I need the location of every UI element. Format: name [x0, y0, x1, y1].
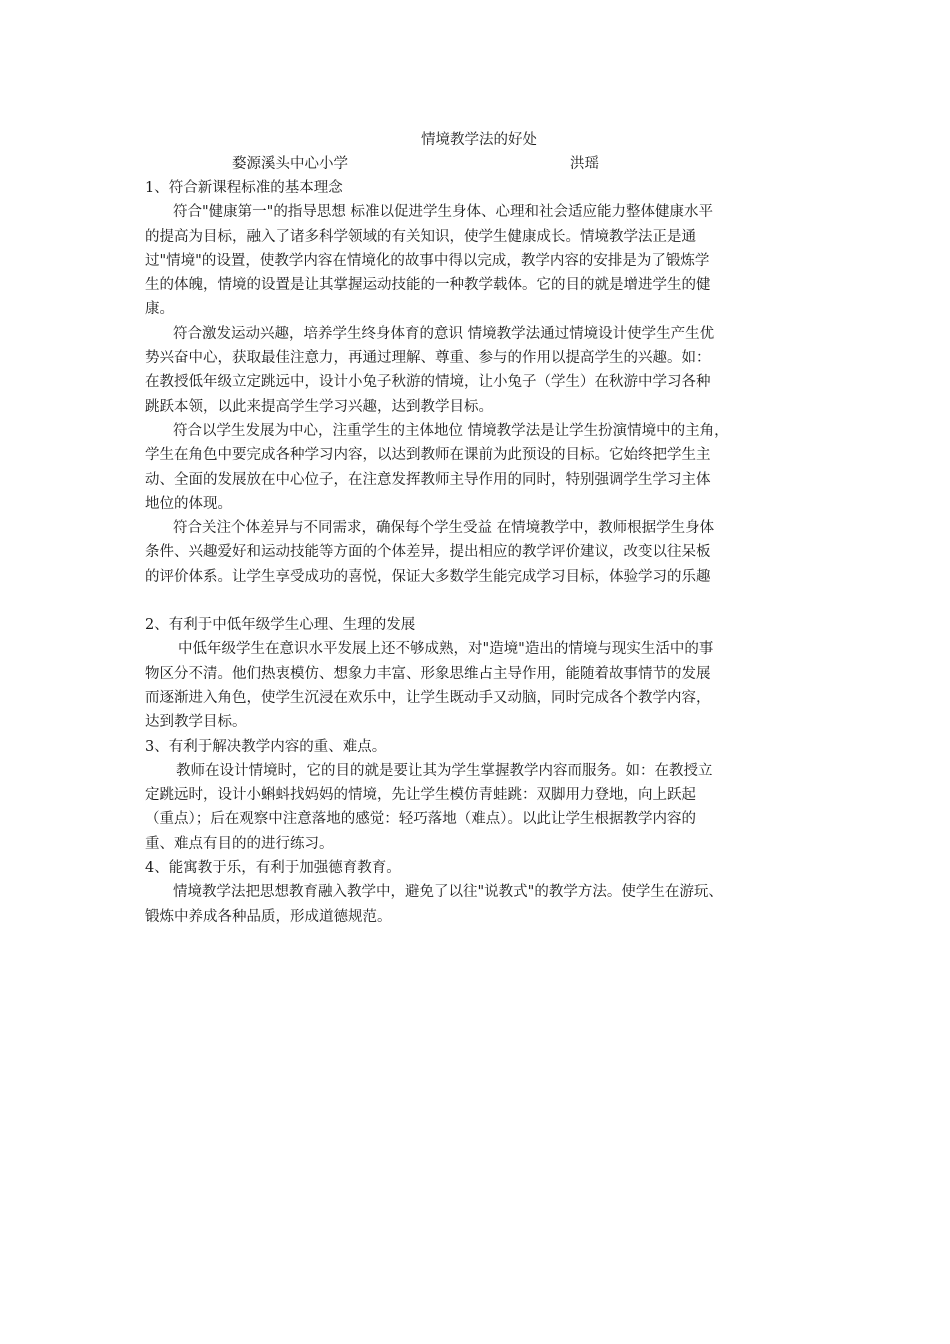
blank-line [145, 589, 813, 613]
text-line: 学生在角色中要完成各种学习内容，以达到教师在课前为此预设的目标。它始终把学生主 [145, 447, 711, 464]
text-line: 符合以学生发展为中心，注重学生的主体地位 情境教学法是让学生扮演情境中的主角， [173, 422, 729, 439]
paragraph [145, 322, 813, 419]
text-line: 符合"健康第一"的指导思想 标准以促进学生身体、心理和社会适应能力整体健康水平 [173, 204, 713, 221]
text-line: 锻炼中养成各种品质，形成道德规范。 [145, 908, 392, 925]
author-name: 洪瑶 [570, 156, 599, 172]
text-line: 生的体魄，情境的设置是让其掌握运动技能的一种教学载体。它的目的就是增进学生的健 [145, 277, 711, 294]
text-line: 达到教学目标。 [145, 714, 247, 731]
text-line: 而逐渐进入角色，使学生沉浸在欢乐中，让学生既动手又动脑，同时完成各个教学内容， [145, 689, 711, 706]
text-line: 情境教学法把思想教育融入教学中，避免了以往"说教式"的教学方法。使学生在游玩、 [173, 884, 723, 901]
text-line: 在教授低年级立定跳远中，设计小兔子秋游的情境，让小兔子（学生）在秋游中学习各种 [145, 374, 711, 391]
text-line: 的提高为目标，融入了诸多科学领域的有关知识，使学生健康成长。情境教学法正是通 [145, 228, 696, 245]
document-page [145, 128, 813, 929]
text-line: 定跳远时，设计小蝌蚪找妈妈的情境，先让学生模仿青蛙跳：双脚用力登地，向上跃起 [145, 787, 696, 804]
text-line: 条件、兴趣爱好和运动技能等方面的个体差异，提出相应的教学评价建议，改变以往呆板 [145, 544, 711, 561]
text-line: 教师在设计情境时，它的目的就是要让其为学生掌握教学内容而服务。如：在教授立 [176, 762, 713, 779]
paragraph [145, 637, 813, 734]
paragraph [145, 759, 813, 856]
text-line: 物区分不清。他们热衷模仿、想象力丰富、形象思维占主导作用，能随着故事情节的发展 [145, 665, 711, 682]
section-2 [145, 613, 813, 734]
text-line: 过"情境"的设置，使教学内容在情境化的故事中得以完成，教学内容的安排是为了锻炼学 [145, 252, 710, 269]
paragraph [145, 516, 813, 589]
section-heading: 3、有利于解决教学内容的重、难点。 [145, 738, 387, 755]
paragraph [145, 880, 813, 929]
section-heading: 4、能寓教于乐，有利于加强德育教育。 [145, 860, 401, 877]
text-line: 康。 [145, 301, 174, 318]
section-4 [145, 856, 813, 929]
text-line: 重、难点有目的的进行练习。 [145, 835, 334, 852]
text-line: 中低年级学生在意识水平发展上还不够成熟，对"造境"造出的情境与现实生活中的事 [178, 641, 714, 658]
section-heading: 2、有利于中低年级学生心理、生理的发展 [145, 617, 416, 634]
document-title: 情境教学法的好处 [421, 132, 537, 148]
paragraph [145, 200, 813, 321]
paragraph [145, 419, 813, 516]
byline [145, 152, 813, 176]
section-3 [145, 735, 813, 856]
text-line: 的评价体系。让学生享受成功的喜悦，保证大多数学生能完成学习目标，体验学习的乐趣 [145, 568, 711, 585]
text-line: 动、全面的发展放在中心位子，在注意发挥教师主导作用的同时，特别强调学生学习主体 [145, 471, 711, 488]
section-1 [145, 176, 813, 589]
text-line: 地位的体现。 [145, 495, 232, 512]
text-line: 跳跃本领，以此来提高学生学习兴趣，达到教学目标。 [145, 398, 493, 415]
school-name: 婺源溪头中心小学 [232, 156, 348, 172]
text-line: （重点）；后在观察中注意落地的感觉：轻巧落地（难点）。以此让学生根据教学内容的 [145, 811, 696, 828]
text-line: 符合关注个体差异与不同需求，确保每个学生受益 在情境教学中，教师根据学生身体 [173, 520, 715, 537]
text-line: 势兴奋中心，获取最佳注意力，再通过理解、尊重、参与的作用以提高学生的兴趣。如： [145, 350, 711, 367]
section-heading: 1、符合新课程标准的基本理念 [145, 180, 343, 196]
text-line: 符合激发运动兴趣，培养学生终身体育的意识 情境教学法通过情境设计使学生产生优 [173, 325, 715, 342]
